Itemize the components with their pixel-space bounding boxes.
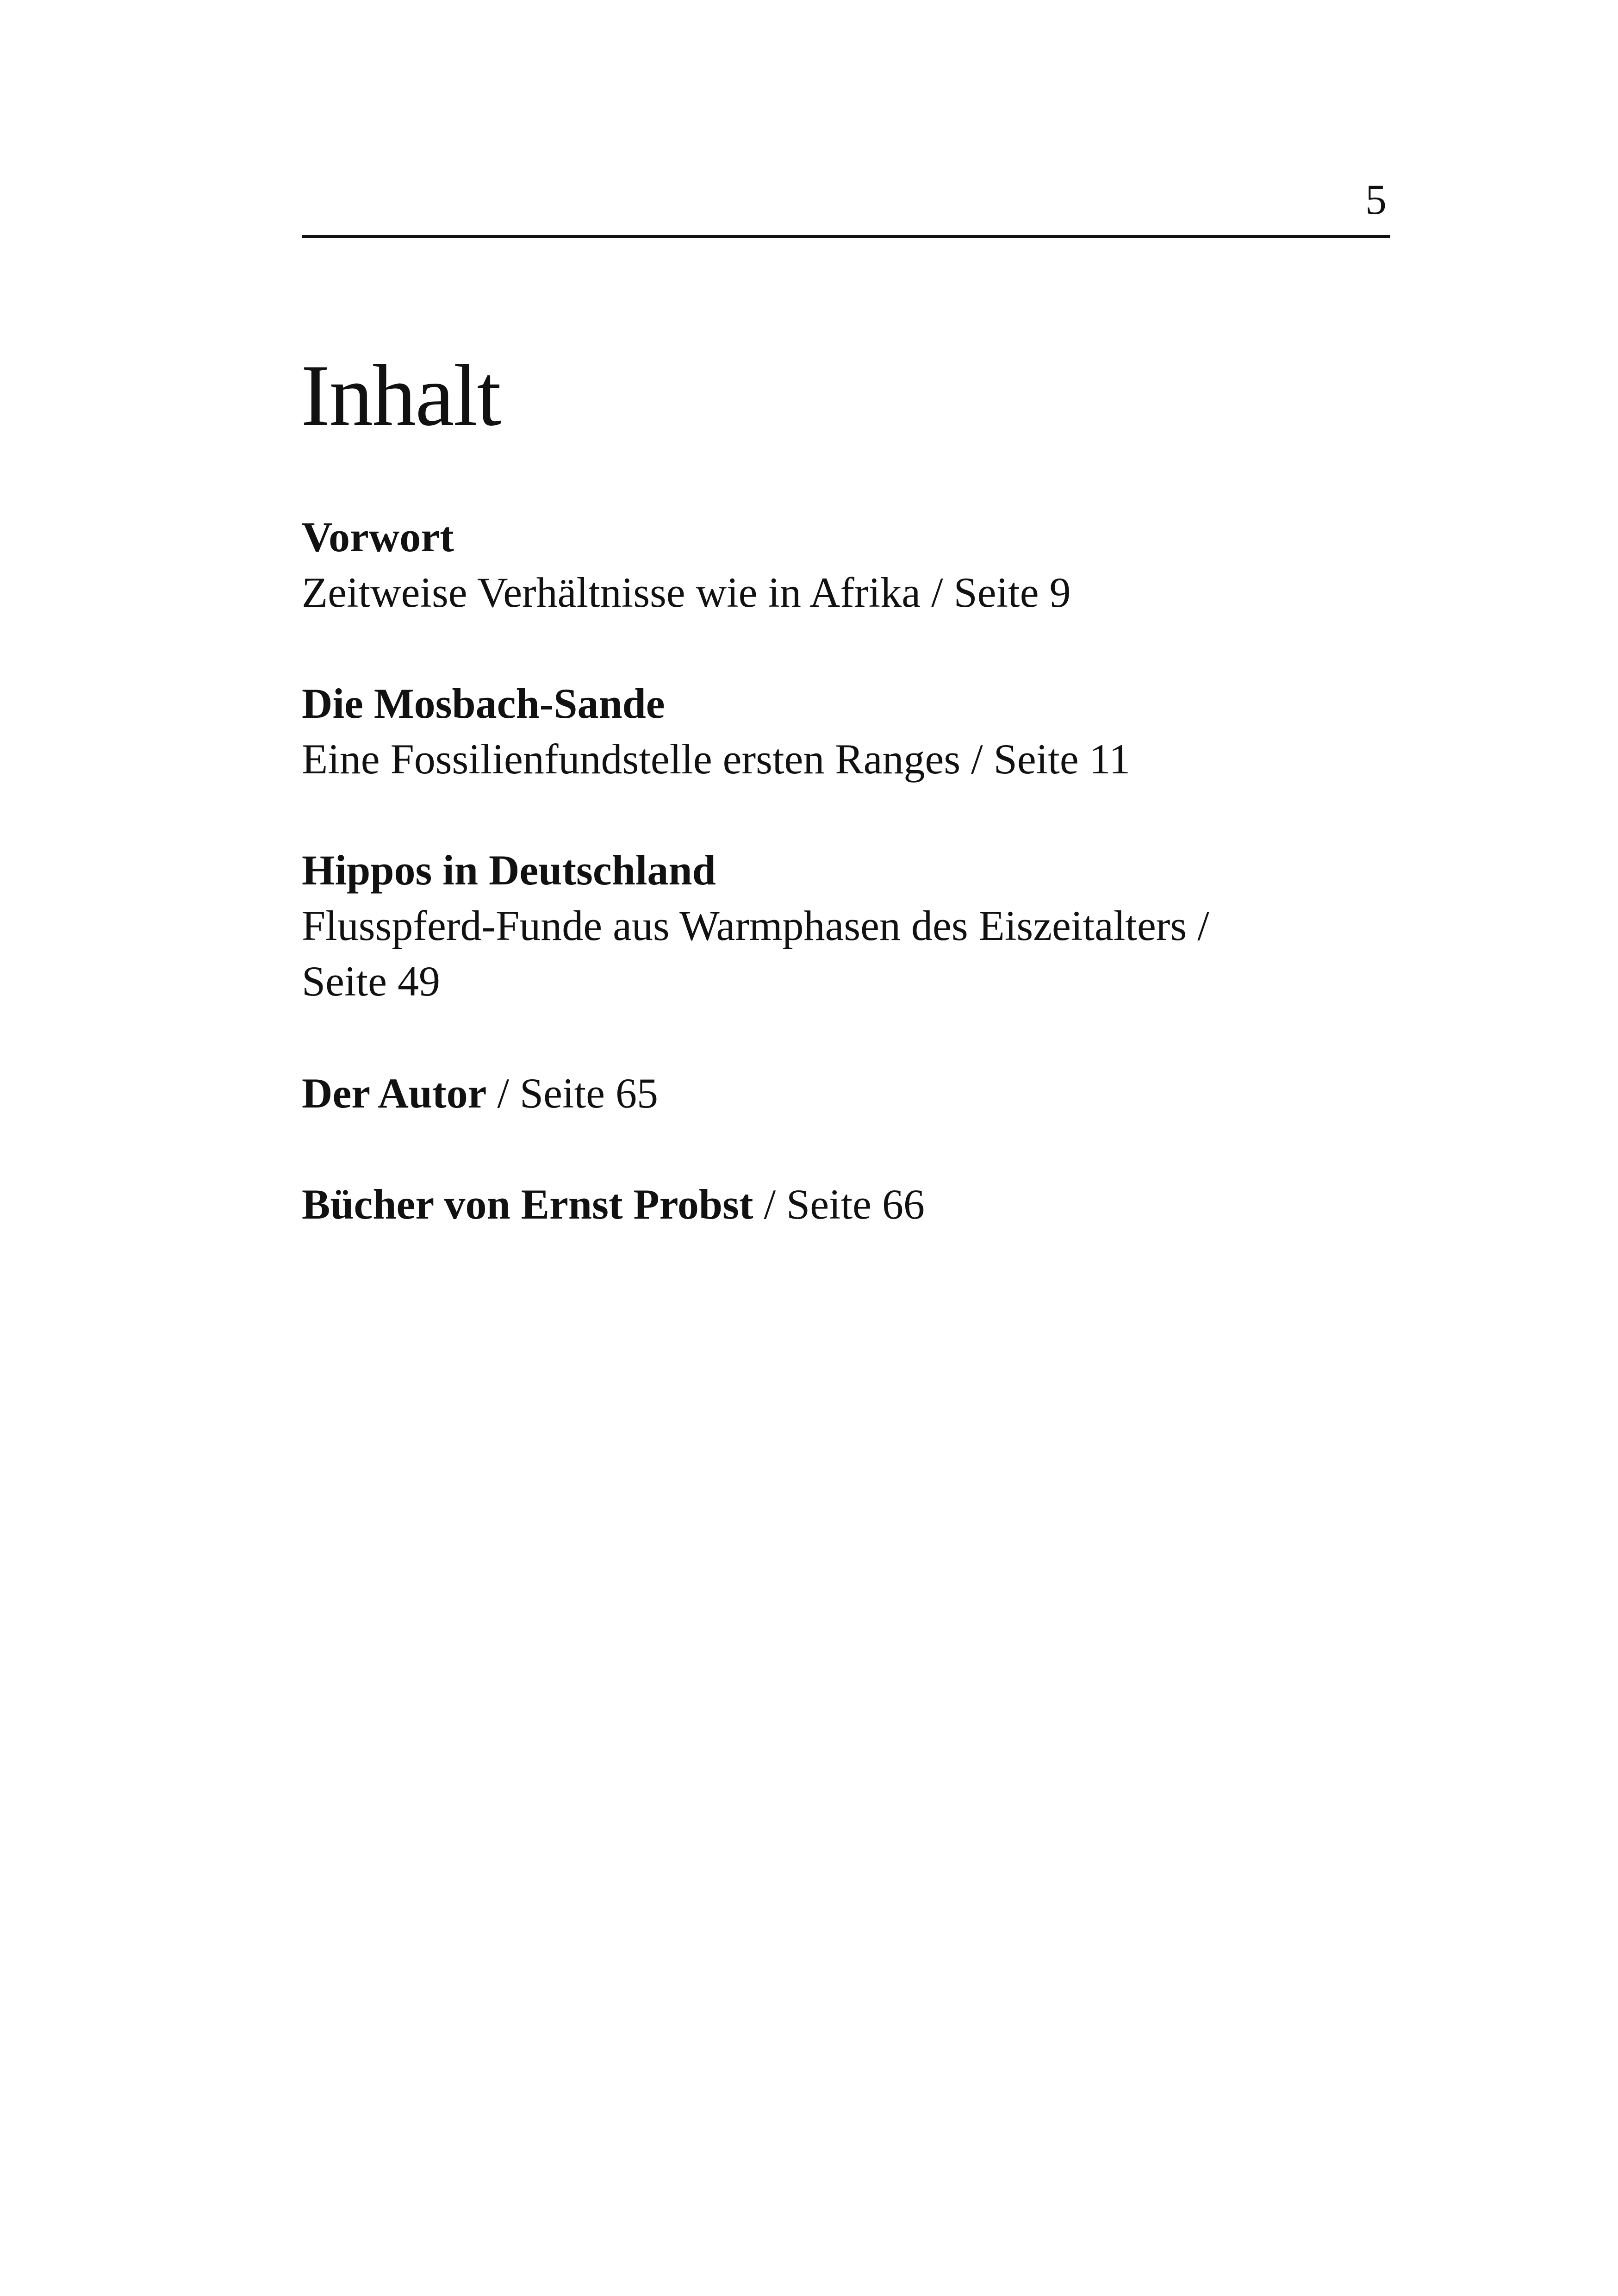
- toc-heading: Hippos in Deutschland: [302, 846, 716, 894]
- toc-entry-buecher[interactable]: [302, 1176, 925, 1232]
- toc-subtitle-line-2: Seite 49: [302, 958, 440, 1005]
- toc-page-ref: / Seite 66: [753, 1181, 925, 1228]
- page-title: Inhalt: [301, 347, 501, 444]
- toc-entry-autor[interactable]: [302, 1065, 658, 1121]
- toc-subtitle-line-1: Flusspferd-Funde aus Warmphasen des Eiszeitalters /: [302, 902, 1209, 949]
- toc-page-ref: / Seite 65: [486, 1070, 658, 1117]
- header-rule: [302, 235, 1390, 238]
- toc-heading: Der Autor: [302, 1070, 487, 1117]
- toc-subtitle: Eine Fossilienfundstelle ersten Ranges / Seite 11: [302, 735, 1131, 783]
- toc-heading: Die Mosbach-Sande: [302, 680, 665, 727]
- toc-heading: Bücher von Ernst Probst: [302, 1181, 753, 1228]
- toc-entry-mosbach-sande[interactable]: [302, 676, 1130, 787]
- toc-heading: Vorwort: [302, 513, 454, 560]
- toc-subtitle: Zeitweise Verhältnisse wie in Afrika / Seite 9: [302, 569, 1071, 616]
- page-number: 5: [1365, 176, 1387, 223]
- toc-entry-hippos[interactable]: [302, 842, 1209, 1009]
- toc-entry-vorwort[interactable]: [302, 509, 1071, 620]
